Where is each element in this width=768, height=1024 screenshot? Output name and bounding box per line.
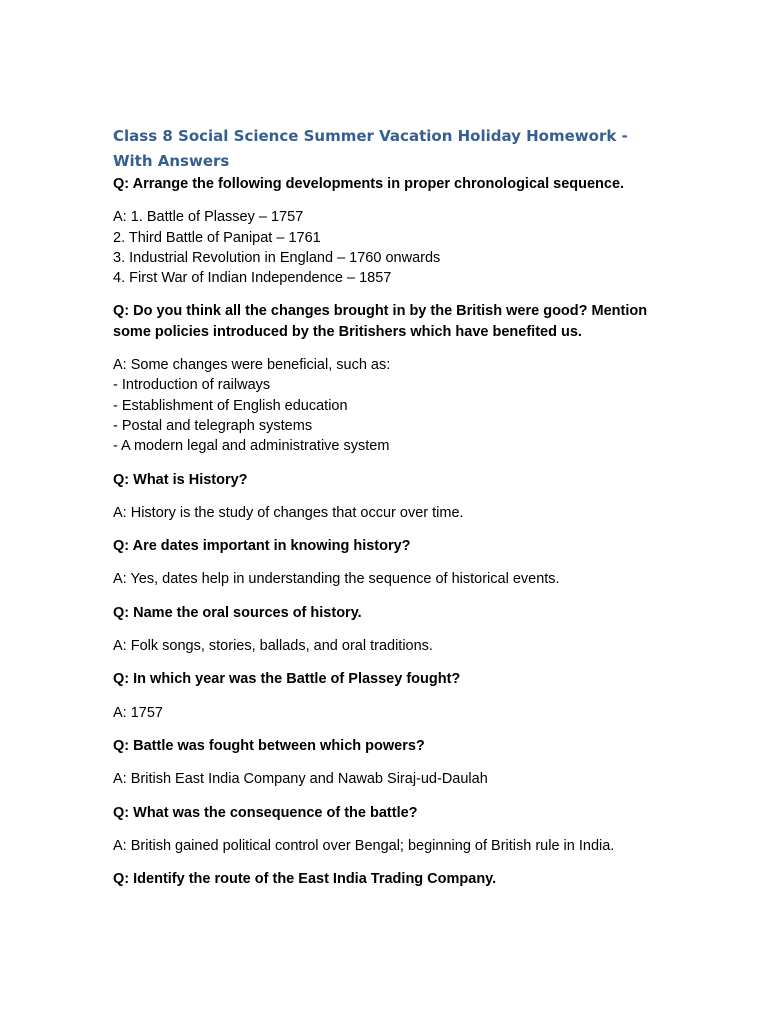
answer-line: 4. First War of Indian Independence – 1857 (113, 270, 392, 287)
question-text: Q: Battle was fought between which powers? (113, 737, 425, 754)
answer-line: A: Yes, dates help in understanding the sequence of historical events. (113, 571, 560, 588)
qa-item (113, 669, 658, 723)
question-text: Q: Arrange the following developments in proper chronological sequence. (113, 176, 625, 192)
answer-text (113, 569, 658, 589)
question-text: Q: What was the consequence of the battle? (113, 804, 418, 821)
qa-item (113, 174, 658, 288)
answer-text (113, 503, 658, 523)
answer-line: A: History is the study of changes that occur over time. (113, 504, 464, 521)
answer-line: A: 1. Battle of Plassey – 1757 (113, 209, 304, 226)
qa-item (113, 301, 658, 456)
document-body (113, 124, 658, 902)
answer-text (113, 636, 658, 656)
answer-line: A: 1757 (113, 704, 163, 721)
question-text: Q: Are dates important in knowing history? (113, 538, 411, 555)
qa-item (113, 803, 658, 857)
qa-item (113, 736, 658, 790)
question-text: Q: What is History? (113, 471, 248, 488)
answer-line: A: Some changes were beneficial, such as: (113, 357, 391, 374)
qa-item (113, 536, 658, 590)
qa-item (113, 869, 658, 889)
question-text: Q: Do you think all the changes brought in by the British were good? Mention some policies introduced by the Britishers which have benefited us. (113, 303, 648, 340)
qa-item (113, 603, 658, 657)
answer-line: A: British East India Company and Nawab Siraj-ud-Daulah (113, 771, 488, 788)
question-text: Q: Name the oral sources of history. (113, 604, 362, 621)
answer-line: - A modern legal and administrative system (113, 438, 390, 455)
answer-text (113, 355, 658, 456)
answer-text (113, 769, 658, 789)
answer-line: 2. Third Battle of Panipat – 1761 (113, 229, 321, 246)
answer-line: A: Folk songs, stories, ballads, and oral traditions. (113, 638, 433, 655)
answer-text (113, 703, 658, 723)
answer-line: A: British gained political control over Bengal; beginning of British rule in India. (113, 837, 615, 854)
answer-line: - Introduction of railways (113, 377, 271, 394)
question-text: Q: In which year was the Battle of Plassey fought? (113, 671, 461, 688)
answer-text (113, 836, 658, 856)
question-text: Q: Identify the route of the East India Trading Company. (113, 871, 497, 888)
answer-line: - Establishment of English education (113, 397, 348, 414)
answer-text (113, 207, 658, 288)
qa-item (113, 470, 658, 524)
document-title: Class 8 Social Science Summer Vacation Holiday Homework - With Answers (113, 127, 628, 170)
answer-line: - Postal and telegraph systems (113, 417, 313, 434)
answer-line: 3. Industrial Revolution in England – 1760 onwards (113, 249, 441, 266)
